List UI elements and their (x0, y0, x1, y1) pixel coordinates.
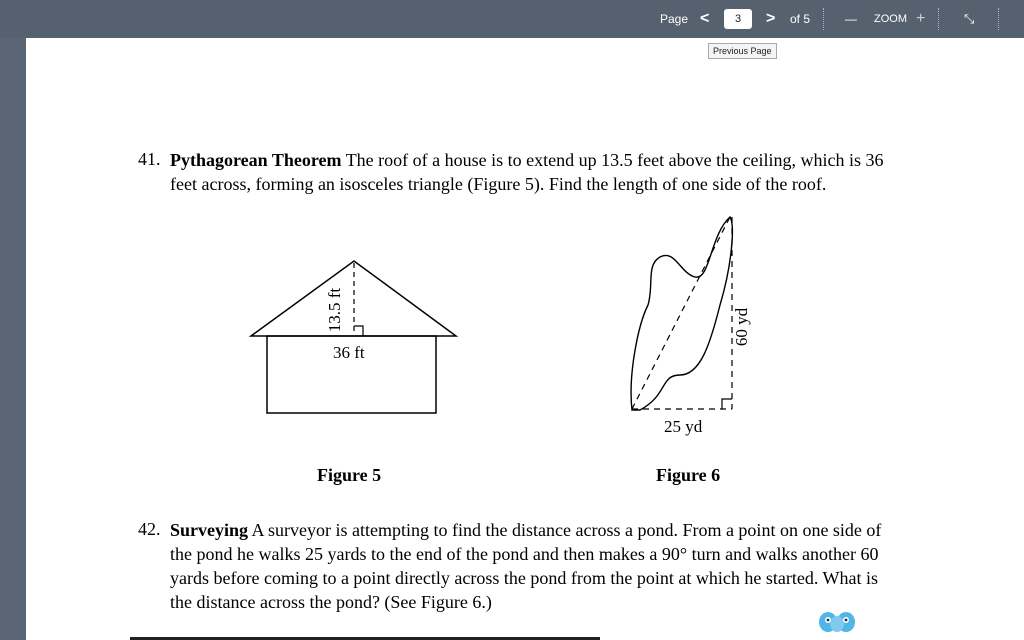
toolbar-separator (823, 8, 824, 30)
figure-5-height-label: 13.5 ft (325, 287, 344, 333)
figure-6-vertical-label: 60 yd (732, 307, 751, 347)
figure-6-pond-diagram (620, 205, 750, 420)
problem-42-line-4: the distance across the pond? (See Figure 6.) (170, 592, 492, 612)
zoom-in-button[interactable]: + (916, 10, 926, 27)
problem-42-line-3: yards before coming to a point directly across the pond from the point at which he started. What is (170, 568, 878, 588)
problem-42-heading: Surveying (170, 520, 249, 540)
problem-41-line-1 (170, 148, 884, 172)
viewer-toolbar (0, 0, 1024, 38)
truncated-next-line (30, 636, 1024, 640)
figure-5-caption: Figure 5 (317, 465, 382, 485)
page-count: of 5 (790, 12, 811, 26)
figure-6-caption: Figure 6 (656, 465, 721, 485)
pond-distance-dashed-line (632, 217, 730, 409)
right-angle-mark (354, 326, 363, 336)
figure-5-width-label: 36 ft (333, 343, 365, 362)
problem-41-heading: Pythagorean Theorem (170, 150, 342, 170)
page-number-input[interactable] (724, 9, 752, 29)
zoom-label: ZOOM (874, 13, 907, 25)
figure-5-house-diagram (240, 250, 470, 425)
previous-page-button[interactable]: < (700, 10, 710, 27)
problem-42-line-2: the pond he walks 25 yards to the end of the pond and then makes a 90° turn and walks another 60 (170, 544, 879, 564)
right-angle-mark (722, 399, 732, 409)
next-page-button[interactable]: > (766, 10, 776, 27)
pond-outline (631, 217, 732, 410)
problem-41-line-2: feet across, forming an isosceles triangle (Figure 5). Find the length of one side of the roof. (170, 174, 827, 194)
problem-41-number: 41. (138, 149, 161, 169)
page-label: Page (660, 12, 689, 26)
zoom-out-button[interactable]: — (845, 12, 857, 26)
toolbar-separator (998, 8, 999, 30)
previous-page-tooltip: Previous Page (708, 43, 777, 59)
problem-42-text: A surveyor is attempting to find the distance across a pond. From a point on one side of (251, 520, 882, 540)
problem-42-number: 42. (138, 519, 161, 539)
problem-41-text: The roof of a house is to extend up 13.5 feet above the ceiling, which is 36 (345, 150, 884, 170)
collapse-icon[interactable]: ⤡ (964, 11, 975, 26)
figure-6-horizontal-label: 25 yd (664, 417, 703, 436)
toolbar-separator (938, 8, 939, 30)
problem-42-line-1 (170, 518, 881, 542)
mascot-logo-icon[interactable] (816, 606, 858, 636)
